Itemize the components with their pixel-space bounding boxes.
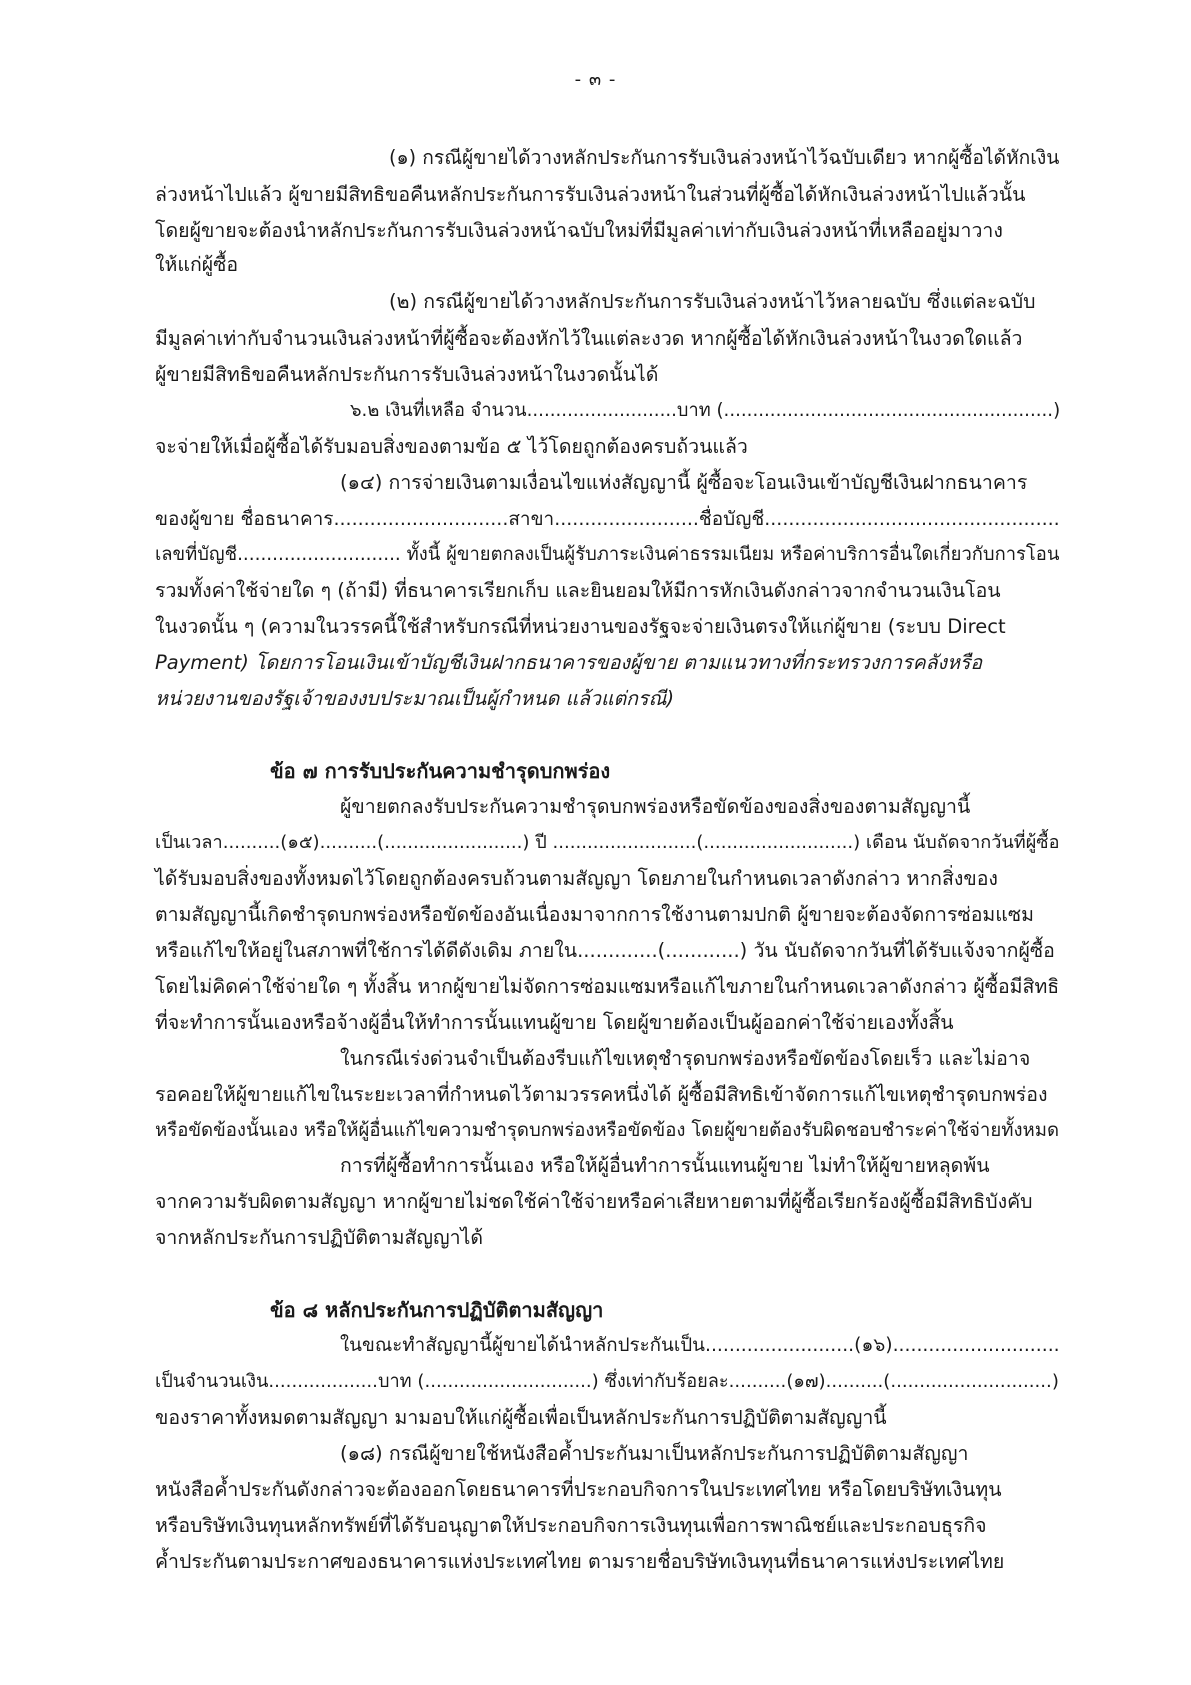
text-line: ผู้ขายมีสิทธิขอคืนหลักประกันการรับเงินล่วงหน้าในงวดนั้นได้ [155,363,659,386]
text-line: หน่วยงานของรัฐเจ้าของงบประมาณเป็นผู้กำหนด แล้วแต่กรณี) [155,687,675,710]
text-line: หรือบริษัทเงินทุนหลักทรัพย์ที่ได้รับอนุญาตให้ประกอบกิจการเงินทุนเพื่อการพาณิชย์และประกอบธุรกิจ [155,1514,987,1537]
text-line: (๑) กรณีผู้ขายได้วางหลักประกันการรับเงินล่วงหน้าไว้ฉบับเดียว หากผู้ซื้อได้หักเงิน [389,146,1060,169]
text-line: ได้รับมอบสิ่งของทั้งหมดไว้โดยถูกต้องครบถ้วนตามสัญญา โดยภายในกำหนดเวลาดังกล่าว หากสิ่งของ [155,867,998,890]
text-line: ในขณะทำสัญญานี้ผู้ขายได้นำหลักประกันเป็น.........................(๑๖)............................ [340,1335,1060,1356]
text-line: จะจ่ายให้เมื่อผู้ซื้อได้รับมอบสิ่งของตามข้อ ๕ ไว้โดยถูกต้องครบถ้วนแล้ว [155,435,748,458]
text-line: รวมทั้งค่าใช้จ่ายใด ๆ (ถ้ามี) ที่ธนาคารเรียกเก็บ และยินยอมให้มีการหักเงินดังกล่าวจากจำนวนเงินโอน [155,579,1001,602]
text-line: ผู้ขายตกลงรับประกันความชำรุดบกพร่องหรือขัดข้องของสิ่งของตามสัญญานี้ [340,795,971,818]
text-line: รอคอยให้ผู้ขายแก้ไขในระยะเวลาที่กำหนดไว้ตามวรรคหนึ่งได้ ผู้ซื้อมีสิทธิเข้าจัดการแก้ไขเหตุชำรุดบกพร่อง [155,1083,1048,1106]
text-line: หรือแก้ไขให้อยู่ในสภาพที่ใช้การได้ดีดังเดิม ภายใน.............(............) วัน นับถัดจากวันที่ได้รับแจ้งจากผู้ซื้อ [155,939,1055,962]
text-line: หนังสือค้ำประกันดังกล่าวจะต้องออกโดยธนาคารที่ประกอบกิจการในประเทศไทย หรือโดยบริษัทเงินทุน [155,1478,1002,1501]
text-line: จากหลักประกันการปฏิบัติตามสัญญาได้ [155,1226,484,1249]
text-line: เป็นจำนวนเงิน...................บาท (.............................) ซึ่งเท่ากับร้อยละ..........(๑๗)..........(............................) [155,1371,1059,1392]
page-number: - ๓ - [574,69,617,90]
text-line: Payment) โดยการโอนเงินเข้าบัญชีเงินฝากธนาคารของผู้ขาย ตามแนวทางที่กระทรวงการคลังหรือ [155,651,983,674]
text-line: โดยไม่คิดค่าใช้จ่ายใด ๆ ทั้งสิ้น หากผู้ขายไม่จัดการซ่อมแซมหรือแก้ไขภายในกำหนดเวลาดังกล่าว ผู้ซื้อมีสิทธิ [155,975,1060,998]
text-line: ล่วงหน้าไปแล้ว ผู้ขายมีสิทธิขอคืนหลักประกันการรับเงินล่วงหน้าในส่วนที่ผู้ซื้อได้หักเงินล่วงหน้าไปแล้วนั้น [155,183,1026,206]
text-line: (๑๔) การจ่ายเงินตามเงื่อนไขแห่งสัญญานี้ ผู้ซื้อจะโอนเงินเข้าบัญชีเงินฝากธนาคาร [340,471,1028,494]
text-line: ค้ำประกันตามประกาศของธนาคารแห่งประเทศไทย ตามรายชื่อบริษัทเงินทุนที่ธนาคารแห่งประเทศไทย [155,1550,1005,1573]
text-line: จากความรับผิดตามสัญญา หากผู้ขายไม่ชดใช้ค่าใช้จ่ายหรือค่าเสียหายตามที่ผู้ซื้อเรียกร้องผู้ซื้อมีสิทธิบังคับ [155,1190,1033,1213]
text-line: ให้แก่ผู้ซื้อ [155,253,239,276]
text-line: การที่ผู้ซื้อทำการนั้นเอง หรือให้ผู้อื่นทำการนั้นแทนผู้ขาย ไม่ทำให้ผู้ขายหลุดพ้น [340,1154,990,1177]
text-line: เลขที่บัญชี............................ ทั้งนี้ ผู้ขายตกลงเป็นผู้รับภาระเงินค่าธรรมเนียม หรือค่าบริการอื่นใดเกี่ยวกับการโอน [155,544,1060,565]
text-line: มีมูลค่าเท่ากับจำนวนเงินล่วงหน้าที่ผู้ซื้อจะต้องหักไว้ในแต่ละงวด หากผู้ซื้อได้หักเงินล่วงหน้าในงวดใดแล้ว [155,327,1023,350]
text-line: เป็นเวลา..........(๑๕)..........(........................) ปี .........................(..........................) เดือน นับถัดจากวันที่ผู้ซื้อ [155,832,1060,853]
text-line: ตามสัญญานี้เกิดชำรุดบกพร่องหรือขัดข้องอันเนื่องมาจากการใช้งานตามปกติ ผู้ขายจะต้องจัดการซ่อมแซม [155,903,1034,926]
text-line: ที่จะทำการนั้นเองหรือจ้างผู้อื่นให้ทำการนั้นแทนผู้ขาย โดยผู้ขายต้องเป็นผู้ออกค่าใช้จ่ายเองทั้งสิ้น [155,1011,954,1034]
text-line: (๒) กรณีผู้ขายได้วางหลักประกันการรับเงินล่วงหน้าไว้หลายฉบับ ซึ่งแต่ละฉบับ [389,290,1036,313]
text-line: (๑๘) กรณีผู้ขายใช้หนังสือค้ำประกันมาเป็นหลักประกันการปฏิบัติตามสัญญา [340,1442,969,1465]
text-line: ในกรณีเร่งด่วนจำเป็นต้องรีบแก้ไขเหตุชำรุดบกพร่องหรือขัดข้องโดยเร็ว และไม่อาจ [340,1047,1031,1070]
text-line: ในงวดนั้น ๆ (ความในวรรคนี้ใช้สำหรับกรณีที่หน่วยงานของรัฐจะจ่ายเงินตรงให้แก่ผู้ขาย (ระบบ Direct [155,615,1006,638]
text-line: ๖.๒ เงินที่เหลือ จำนวน..........................บาท (.........................................................) [350,400,1061,421]
section-heading: ข้อ ๘ หลักประกันการปฏิบัติตามสัญญา [270,1298,604,1322]
section-heading: ข้อ ๗ การรับประกันความชำรุดบกพร่อง [270,759,611,783]
text-line: ของราคาทั้งหมดตามสัญญา มามอบให้แก่ผู้ซื้อเพื่อเป็นหลักประกันการปฏิบัติตามสัญญานี้ [155,1406,887,1429]
text-line: หรือขัดข้องนั้นเอง หรือให้ผู้อื่นแก้ไขความชำรุดบกพร่องหรือขัดข้อง โดยผู้ขายต้องรับผิดชอบชำระค่าใช้จ่ายทั้งหมด [155,1120,1060,1141]
text-line: โดยผู้ขายจะต้องนำหลักประกันการรับเงินล่วงหน้าฉบับใหม่ที่มีมูลค่าเท่ากับเงินล่วงหน้าที่เหลืออยู่มาวาง [155,219,1003,242]
text-line: ของผู้ขาย ชื่อธนาคาร.............................สาขา........................ชื่อบัญชี................................................. [155,508,1060,530]
